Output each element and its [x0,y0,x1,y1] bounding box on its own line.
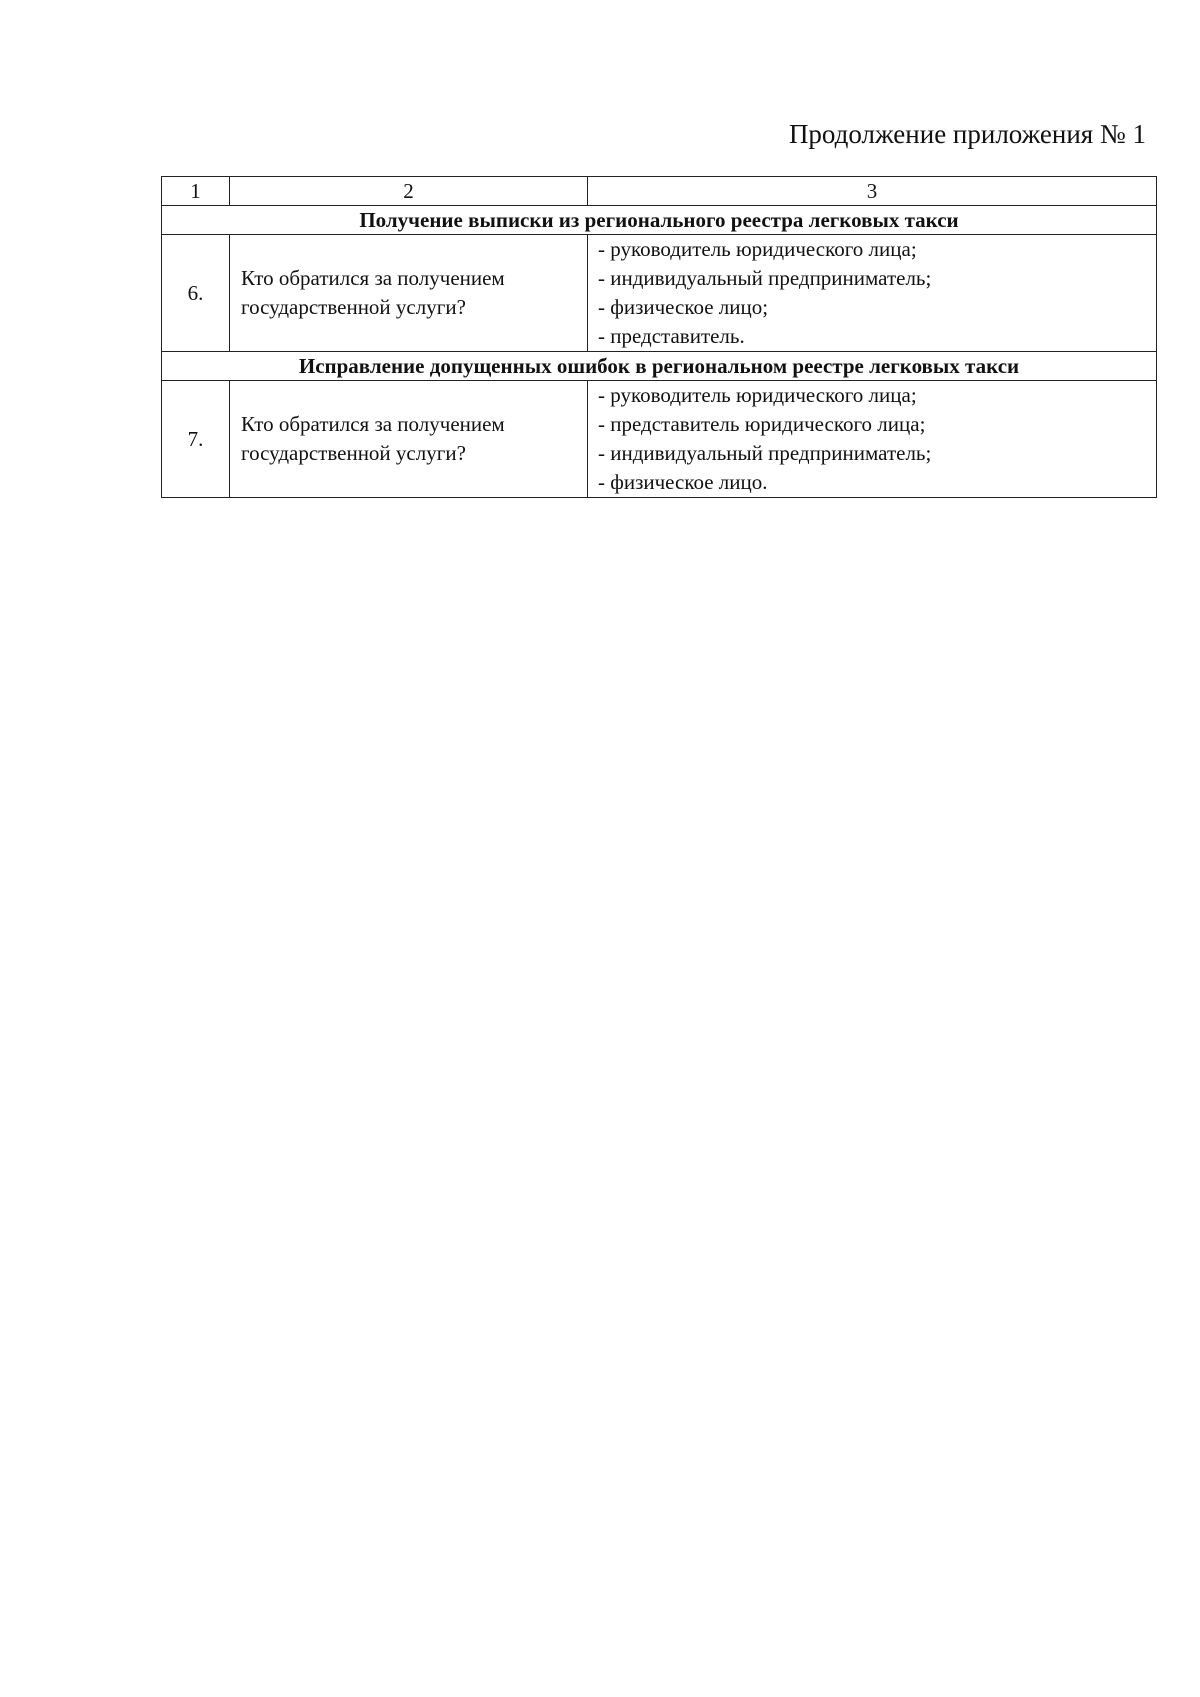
answer-item: - руководитель юридического лица; [598,237,917,261]
answer-item: - представитель юридического лица; [598,412,926,436]
answer-item: - физическое лицо; [598,295,769,319]
question-line: государственной услуги? [241,295,466,319]
section-row [162,352,1157,381]
answers-cell [588,381,1157,498]
answer-item: - физическое лицо. [598,470,768,494]
table-row [162,235,1157,352]
appendix-table [161,176,1157,498]
column-header-3: 3 [588,177,1157,206]
section-title: Исправление допущенных ошибок в региональном реестре легковых такси [162,352,1157,381]
answer-item: - индивидуальный предприниматель; [598,441,932,465]
row-number: 6. [162,235,230,352]
answer-item: - представитель. [598,324,745,348]
column-header-2: 2 [230,177,588,206]
header-row [162,177,1157,206]
answer-item: - руководитель юридического лица; [598,383,917,407]
question-line: Кто обратился за получением [241,266,505,290]
section-title: Получение выписки из регионального реестра легковых такси [162,206,1157,235]
question-line: государственной услуги? [241,441,466,465]
section-row [162,206,1157,235]
question-line: Кто обратился за получением [241,412,505,436]
row-number: 7. [162,381,230,498]
answer-item: - индивидуальный предприниматель; [598,266,932,290]
question-cell [230,235,588,352]
column-header-1: 1 [162,177,230,206]
answers-cell [588,235,1157,352]
table-row [162,381,1157,498]
continuation-label: Продолжение приложения № 1 [788,119,1146,149]
question-cell [230,381,588,498]
